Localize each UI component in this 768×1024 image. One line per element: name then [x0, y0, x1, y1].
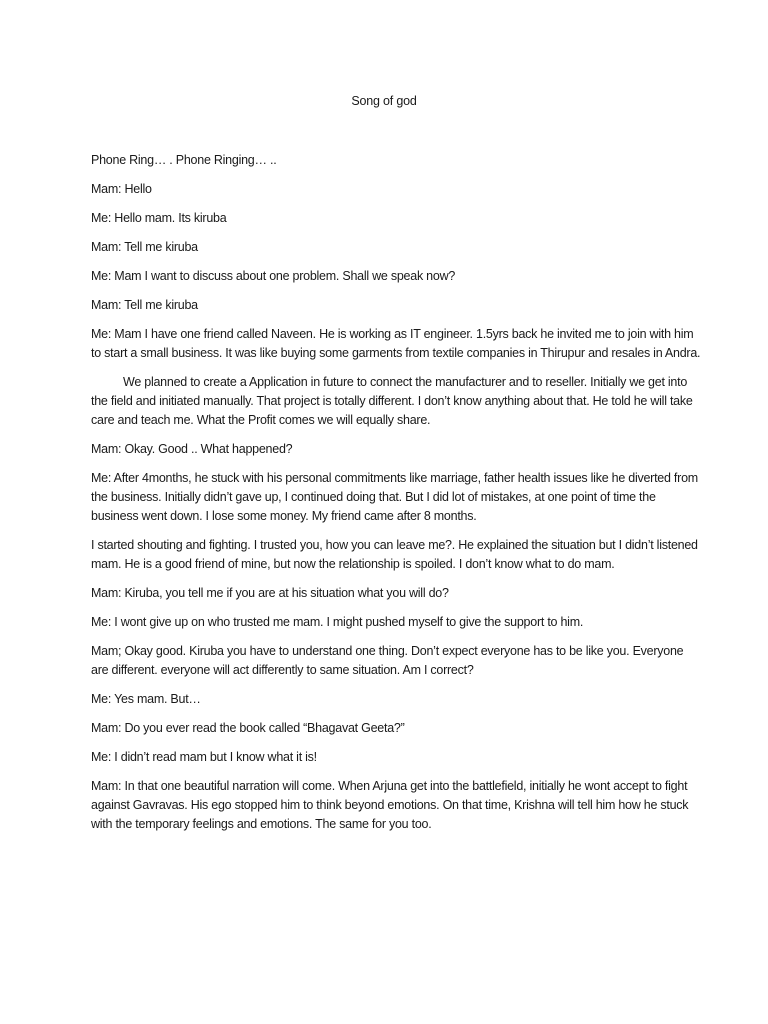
paragraph: Mam; Okay good. Kiruba you have to understand one thing. Don’t expect everyone has to be like you. Everyone are different. everyone will act differently to same situation. Am I correct?	[91, 644, 684, 677]
paragraph: Me: Yes mam. But…	[91, 692, 201, 706]
paragraph: Mam: Hello	[91, 182, 152, 196]
paragraph: Mam: Tell me kiruba	[91, 240, 198, 254]
paragraph: Phone Ring… . Phone Ringing… ..	[91, 153, 277, 167]
paragraph: Me: Mam I have one friend called Naveen. He is working as IT engineer. 1.5yrs back he invited me to join with him to start a small business. It was like buying some garments from textile companies in Thirupur and resales in Andra.	[91, 327, 701, 360]
paragraph: Mam: Do you ever read the book called “Bhagavat Geeta?”	[91, 721, 405, 735]
paragraph: Mam: Tell me kiruba	[91, 298, 198, 312]
paragraph: Mam: Kiruba, you tell me if you are at his situation what you will do?	[91, 586, 449, 600]
document-title: Song of god	[351, 94, 417, 108]
paragraph: Me: I wont give up on who trusted me mam. I might pushed myself to give the support to him.	[91, 615, 584, 629]
paragraph: Mam: In that one beautiful narration will come. When Arjuna get into the battlefield, initially he wont accept to fight against Gavravas. His ego stopped him to think beyond emotions. On that time, Krishna will tell him how he stuck with the temporary feelings and emotions. The same for you too.	[91, 779, 689, 831]
paragraph: Me: Mam I want to discuss about one problem. Shall we speak now?	[91, 269, 456, 283]
paragraph: I started shouting and fighting. I trusted you, how you can leave me?. He explained the situation but I didn’t listened mam. He is a good friend of mine, but now the relationship is spoiled. I don’t know what to do mam.	[91, 538, 698, 571]
paragraph: Me: After 4months, he stuck with his personal commitments like marriage, father health issues like he diverted from the business. Initially didn’t gave up, I continued doing that. But I did lot of mistakes, at one point of time the business went down. I lose some money. My friend came after 8 months.	[91, 471, 698, 523]
document-body	[91, 151, 701, 844]
paragraph: We planned to create a Application in future to connect the manufacturer and to reseller. Initially we get into the field and initiated manually. That project is totally different. I don’t know anything about that. He told he will take care and teach me. What the Profit comes we will equally share.	[91, 375, 693, 427]
paragraph: Mam: Okay. Good .. What happened?	[91, 442, 293, 456]
paragraph: Me: Hello mam. Its kiruba	[91, 211, 227, 225]
paragraph: Me: I didn’t read mam but I know what it is!	[91, 750, 317, 764]
